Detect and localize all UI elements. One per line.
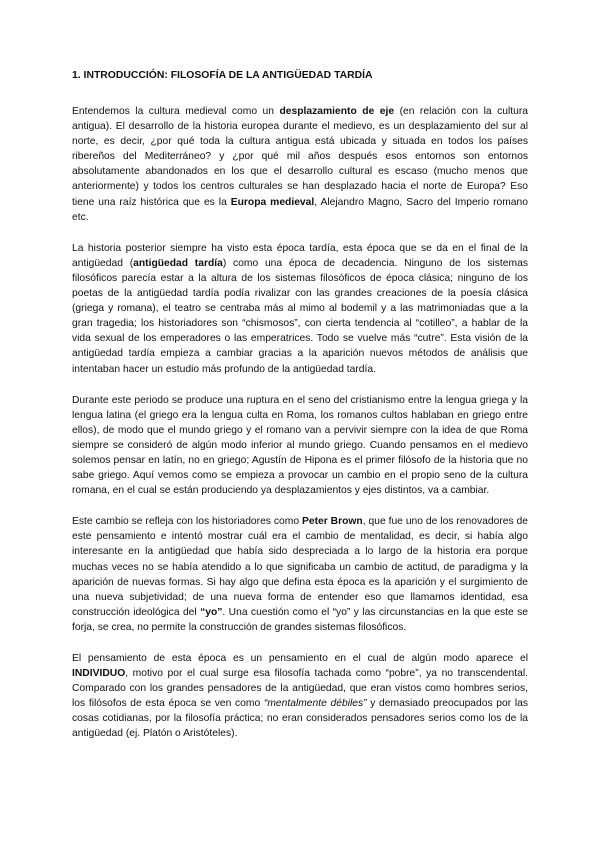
p4-text-a: Este cambio se refleja con los historiadores como <box>72 516 302 528</box>
p5-bold-individuo: INDIVIDUO <box>72 668 126 680</box>
p5-italic-mentalmente: “mentalmente débiles” <box>263 698 367 710</box>
p5-text-c: , motivo por el cual surge esa filosofía tachada como “pobre”, ya no transcendental. Comparado con los grandes pensadores de la antigüedad, que eran vistos como hombres serios, los filósofos de esta época se ven como <box>72 668 528 710</box>
p1-bold-desplazamiento: desplazamiento de eje <box>279 106 395 117</box>
paragraph-1 <box>72 104 528 225</box>
paragraph-4 <box>72 514 528 635</box>
p4-text-d: . Una cuestión como el “yo” y las circunstancias en la que este se forja, se crea, no permite la construcción de grandes sistemas filosóficos. <box>72 606 528 633</box>
p5-text-d: y demasiado preocupados por las cosas cotidianas, por la filosofía práctica; no eran considerados pensadores serios como los de la antigüedad (ej. Platón o Aristóteles). <box>72 698 529 740</box>
p4-text-c: , que fue uno de los renovadores de este pensamiento e intentó mostrar cuál era el cambio de mentalidad, es decir, si había algo interesante en la antigüedad que había sido despreciada a lo largo de la historia era porque muchas veces no se había atendido a lo que significaba un cambio de actitud, de paradigma y la aparición de nuevas formas. Si hay algo que defina esta época es la aparición y el surgimiento de una nueva subjetividad; de una nueva forma de entender eso que llamamos identidad, esa construcción ideológica del <box>72 516 528 618</box>
p4-bold-peter-brown: Peter Brown <box>301 516 363 528</box>
paragraph-5 <box>72 651 528 742</box>
p1-text-d: , Alejandro Magno, Sacro del Imperio romano etc. <box>72 196 528 223</box>
p2-bold-antiguedad: antigüedad tardía <box>133 257 223 269</box>
p2-text-c: ) como una época de decadencia. Ninguno de los sistemas filosóficos parecía estar a la altura de los sistemas filosóficos de época clásica; ninguno de los poetas de la antigüedad tardía podía rivalizar con las grandes creaciones de la poesía clásica (griega y romana), el teatro se centraba más al mimo al bodemil y a las matrimoniadas que a la gran tragedia; los historiadores son “chismosos”, con cierta tendencia al “cotilleo”, a hablar de la vida sexual de los emperadores o las emperatrices. Todo se vuelve más “cutre”. Esta visión de la antigüedad tardía empieza a cambiar gracias a la aparición nuevos métodos de análisis que intentaban hacer un estudio más profundo de la antigüedad tardía. <box>72 257 528 375</box>
p5-text-a: El pensamiento de esta época es un pensamiento en el cual de algún modo aparece el <box>72 653 528 664</box>
p1-text-c: (en relación con la cultura antigua). El desarrollo de la historia europea durante el medievo, es un desplazamiento del sur al norte, es decir, ¿por qué toda la cultura antigua está ubicada y situada en todos los países ribereños del Mediterráneo? y ¿por qué mil años después esos entornos son entornos absolutamente abandonados en los que el desarrollo cultural es escaso (mucho menos que anteriormente) y todos los centros culturales se han desplazado hacia el norte de Europa? Eso tiene una raíz histórica que es la <box>72 106 528 208</box>
document-page <box>72 68 528 758</box>
paragraph-3 <box>72 393 528 499</box>
p3-text-a: Durante este periodo se produce una ruptura en el seno del cristianismo entre la lengua griega y la lengua latina (el griego era la lengua culta en Roma, los romanos cultos hablaban en griego entre ellos), de modo que el mundo griego y el romano van a pervivir siempre con la idea de que Roma siempre se consideró de algún modo inferior al mundo griego. Cuando pensamos en el medievo solemos pensar en latín, no en griego; Agustín de Hipona es el primer filósofo de la historia que no sabe griego. Aquí vemos como se empieza a provocar un cambio en el propio seno de la cultura romana, en el cual se están produciendo ya desplazamientos y ejes distintos, va a cambiar. <box>72 394 528 497</box>
p1-bold-europa: Europa medieval <box>230 196 315 208</box>
paragraph-2 <box>72 241 528 377</box>
p1-text-a: Entendemos la cultura medieval como un <box>72 106 280 117</box>
p2-text-a: La historia posterior siempre ha visto esta época tardía, esta época que se da en el final de la antigüedad ( <box>72 242 528 269</box>
p4-bold-yo: “yo” <box>200 606 223 618</box>
section-heading: 1. INTRODUCCIÓN: FILOSOFÍA DE LA ANTIGÜEDAD TARDÍA <box>72 70 373 81</box>
